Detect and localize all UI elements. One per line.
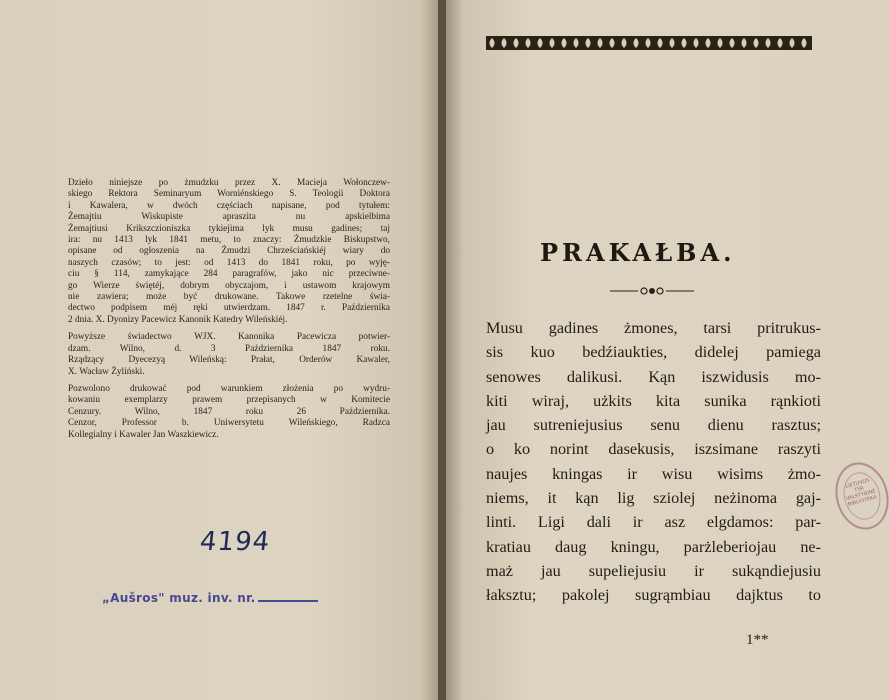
censor-line: ira: nu 1413 lyk 1841 metu, to znaczy: Żmudzkie Biskupstwo, [68,235,390,246]
body-line: senowes dalikusi. Kąn iszwidusis mo- [486,367,821,386]
handwritten-inventory-number: 4194 [198,527,272,557]
censor-line: Żemajtiusi Krikszczioniszka tykiejima lyk musu gadines; taj [68,223,390,234]
book-gutter [438,0,446,700]
censor-line: Kollegialny i Kawaler Jan Waszkiewicz. [68,429,219,440]
censor-line: opisane od ogłoszenia na Żmudzi Chrześciańskiéj wiary do [68,246,390,257]
title-divider-ornament [610,284,694,298]
stamp-line [258,600,318,602]
body-line: łaksztu; pakolej sugrąmbiau dajktus to [486,586,821,605]
body-line: Musu gadines żmones, tarsi pritrukus- [486,319,821,337]
body-line: sis kuo bedźiaukties, didelej pamiega [486,343,821,362]
censor-paragraph-1 [58,178,390,326]
body-line: kratiau daug kningu, parżleberiojau ne- [486,537,821,556]
censor-line: Cenzor, Professor b. Uniwersytetu Wileńskiego, Radzca [68,418,390,429]
censor-line: dectwo podpisem méj ręki utwierdzam. 1847 r. Października [68,303,390,314]
censor-line: Pozwolono drukować pod warunkiem złożenia po wydru- [68,383,390,394]
censor-line: dzam. Wilno, d. 3 Października 1847 roku. [68,343,390,354]
censor-line: naszych czasów; to jest: od 1413 do 1841 roku, po wyję- [68,257,390,268]
left-page [0,0,438,700]
preface-body-text [486,316,821,608]
body-line: maż jau supeliejusiu ir sukąndiejusiu [486,561,821,580]
censor-line: Żemajtiu Wiskupiste apraszita nu apskielbima [68,212,390,223]
museum-stamp-text: „Aušros" muz. inv. nr. [102,591,256,605]
censor-line: Rządzący Dyecezyą Wileńską: Prałat, Orderów Kawaler, [68,355,390,366]
censor-paragraph-2 [58,332,390,378]
body-line: kiti wiraj, użkits kita sunika rąnkioti [486,391,821,410]
body-line: linti. Ligi dali ir asz elgdamos: par- [486,513,821,532]
censor-line: Cenzury. Wilno, 1847 roku 26 Października. [68,406,390,417]
censor-line: go Wierze świętéj, dobrym obyczajom, i ustawom krajowym [68,280,390,291]
censor-line: Dzieło niniejsze po żmudzku przez X. Macieja Wołonczew- [68,178,390,188]
censor-line: Powyższe świadectwo WJX. Kanonika Pacewicza potwier- [68,332,390,343]
censor-line: nie zawiera; może być drukowane. Takowe rzetelne świa- [68,292,390,303]
censor-line: X. Wacław Żyliński. [68,366,145,377]
censor-line: skiego Rektora Seminaryum Worniénskiego S. Teologii Doktora [68,189,390,200]
censorship-approval-text [58,178,390,447]
body-line: jau sutreniejusius senu dienu rasztus; [486,416,821,435]
body-line: naujes kningas ir wisu wisims żmo- [486,464,821,483]
chapter-title: PRAKAŁBA. [540,238,736,267]
censor-line: 2 dnia. X. Dyonizy Pacewicz Kanonik Katedry Wileńskiéj. [68,314,288,325]
museum-inventory-stamp [102,591,318,605]
header-ornament-band [486,34,812,52]
censor-line: i Kawalera, w dwóch częściach napisane, pod tytułem: [68,200,390,211]
signature-mark: 1** [746,632,769,648]
censor-line: ciu § 114, zamykające 284 paragrafów, jako nic przeciwne- [68,269,390,280]
library-stamp-text: LIETUVOS TSR VALSTYBINĖ BIBLIOTEKA [845,477,878,508]
body-line: niems, it kąn lig sziolej neżinoma gaj- [486,489,821,508]
censor-paragraph-3 [58,384,390,441]
censor-line: kowaniu exemplarzy prawem przepisanych w Komitecie [68,395,390,406]
body-line: o ko norint dasekusis, iszsimane raszyti [486,440,821,459]
